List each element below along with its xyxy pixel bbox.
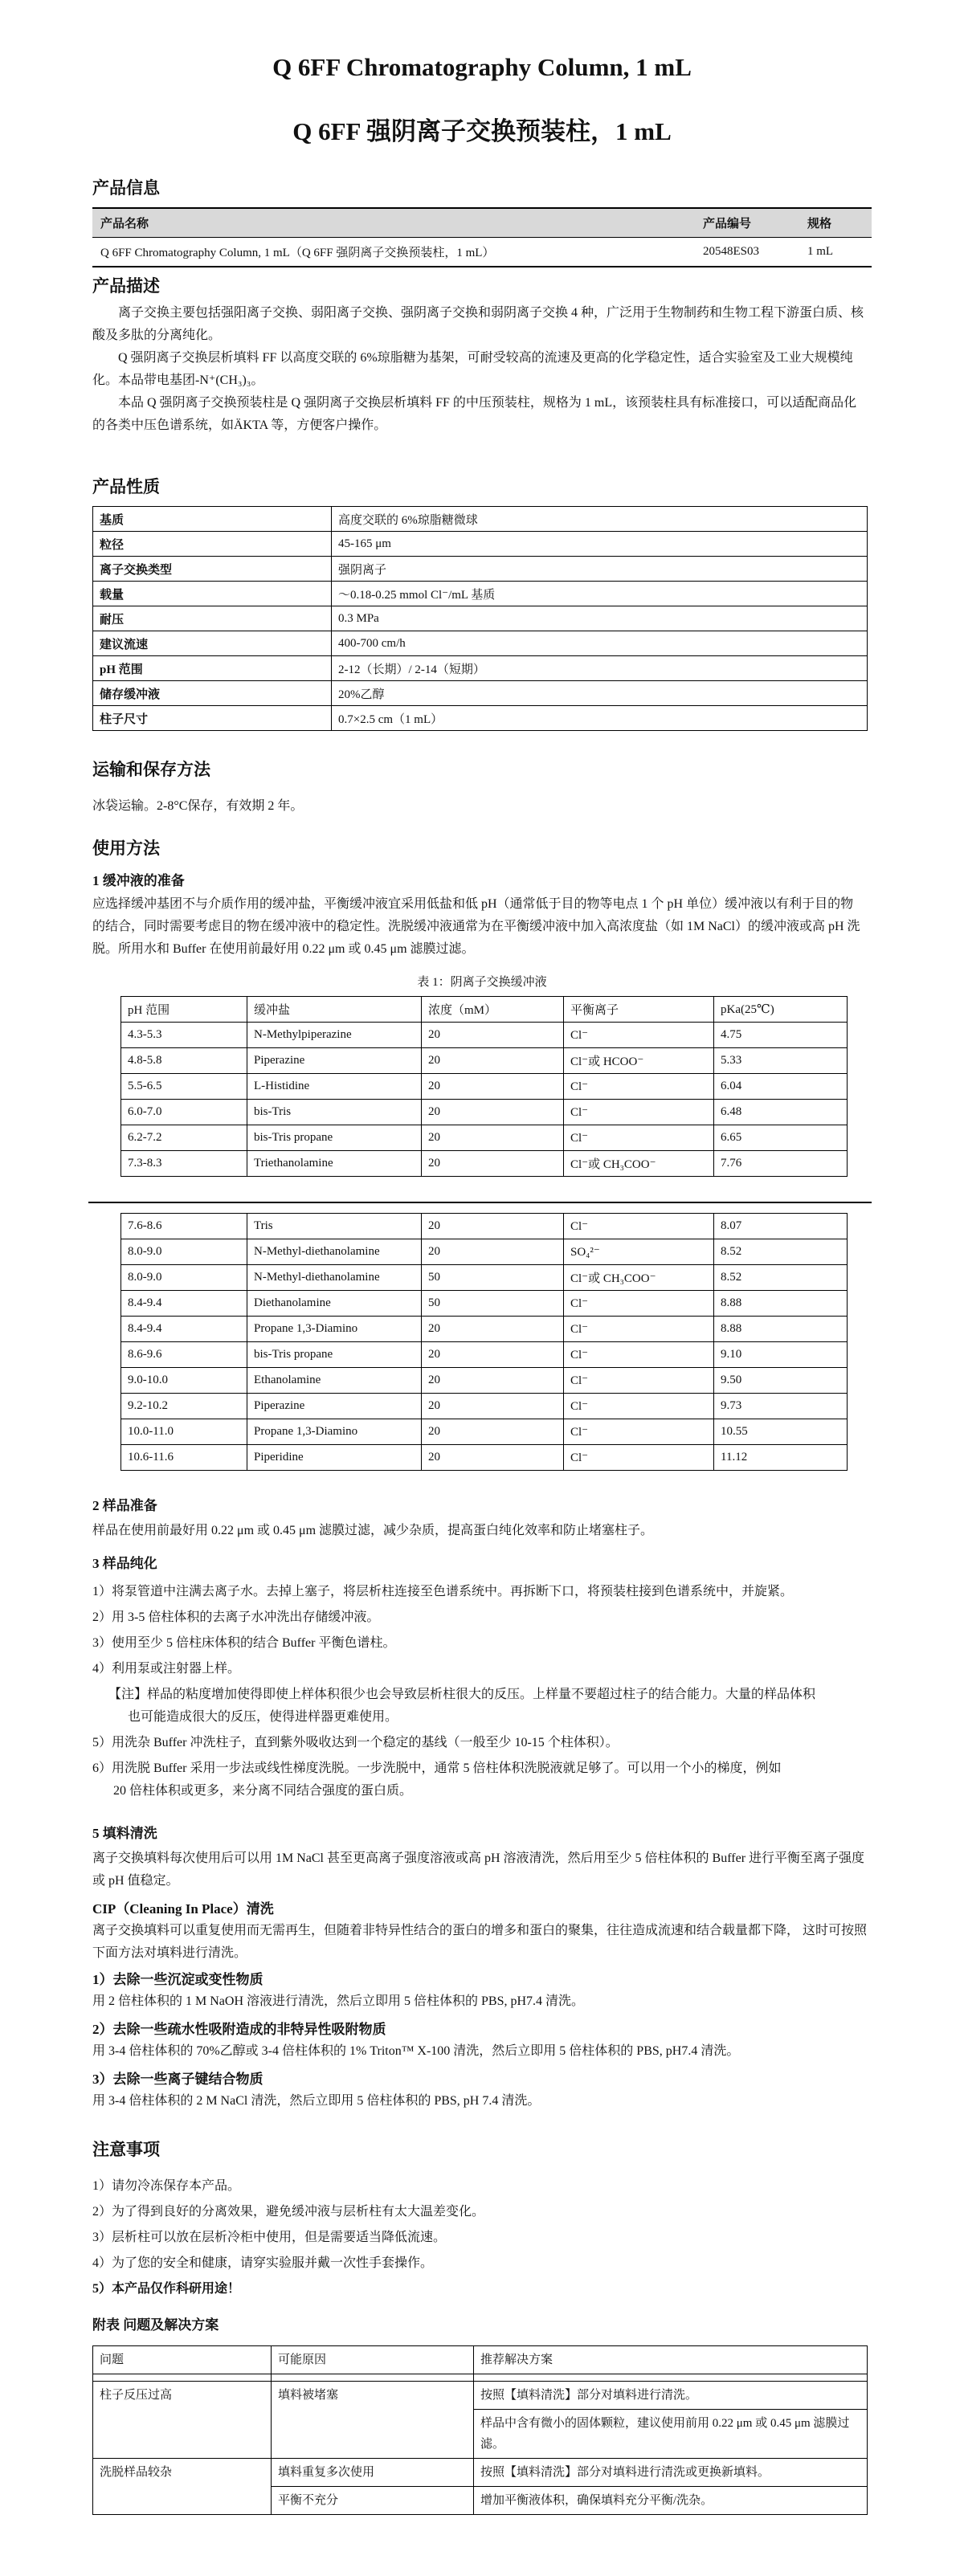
cip-step-3-heading: 3）去除一些离子键结合物质 [92,2072,263,2087]
list-item: 2）为了得到良好的分离效果，避免缓冲液与层析柱有太大温差变化。 [92,2205,485,2219]
table-row [121,1100,848,1125]
cleaning-text: 离子交换填料每次使用后可以用 1M NaCl 甚至更高离子强度溶液或高 pH 溶液清洗，然后用至少 5 倍柱体积的 Buffer 进行平衡至离子强度或 pH 值稳定。 [92,1851,865,1888]
cell-ph-range: 7.3-8.3 [121,1151,247,1177]
prop-value: 强阴离子 [332,557,868,582]
cell-ph-range: 9.2-10.2 [121,1394,247,1419]
section-heading-properties: 产品性质 [92,477,160,496]
troubleshooting-table [92,2345,868,2515]
cell-counter-ion: Cl⁻ [564,1291,714,1317]
cell-concentration: 20 [422,1151,564,1177]
cell-buffer-salt: N-Methylpiperazine [247,1023,422,1048]
properties-table [92,506,868,731]
cell-buffer-salt: bis-Tris propane [247,1125,422,1151]
cell-problem: 洗脱样品较杂 [93,2459,272,2515]
cell-buffer-salt: N-Methyl-diethanolamine [247,1239,422,1265]
cell-counter-ion: Cl⁻ [564,1394,714,1419]
cell-pka: 11.12 [714,1445,848,1471]
list-item: 6）用洗脱 Buffer 采用一步法或线性梯度洗脱。一步洗脱中，通常 5 倍柱体积洗脱液就足够了。可以用一个小的梯度，例如 [92,1762,782,1775]
table-row [121,1394,848,1419]
table-row [121,1074,848,1100]
table-row [93,557,868,582]
cell-product-code: 20548ES03 [695,238,799,267]
cell-ph-range: 6.2-7.2 [121,1125,247,1151]
section-heading-usage: 使用方法 [92,839,160,858]
cell-concentration: 20 [422,1100,564,1125]
cell-ph-range: 10.0-11.0 [121,1419,247,1445]
subsection-heading-buffer: 1 缓冲液的准备 [92,873,185,888]
cell-ph-range: 8.0-9.0 [121,1265,247,1291]
table-row [121,1023,848,1048]
subsection-heading-cleaning: 5 填料清洗 [92,1826,157,1841]
cell-ph-range: 8.6-9.6 [121,1342,247,1368]
cell-pka: 8.52 [714,1265,848,1291]
description-paragraph-3: 本品 Q 强阴离子交换预装柱是 Q 强阴离子交换层析填料 FF 的中压预装柱，规格为 1 mL，该预装柱具有标准接口，可以适配商品化的各类中压色谱系统，如ÄKTA 等，方便客户操作。 [92,396,857,432]
list-item: 1）请勿冷冻保存本产品。 [92,2179,241,2193]
description-paragraph-1: 离子交换主要包括强阳离子交换、弱阳离子交换、强阴离子交换和弱阴离子交换 4 种，广泛用于生物制药和生物工程下游蛋白质、核酸及多肽的分离纯化。 [92,306,864,342]
cell-ph-range: 9.0-10.0 [121,1368,247,1394]
cell-counter-ion: Cl⁻ [564,1419,714,1445]
prop-value: 0.3 MPa [332,606,868,631]
appendix-heading: 附表 问题及解决方案 [92,2317,219,2333]
header-concentration: 浓度（mM） [422,997,564,1023]
cell-solution: 按照【填料清洗】部分对填料进行清洗或更换新填料。 [474,2459,868,2487]
prop-key: pH 范围 [93,656,332,681]
prop-value: 0.7×2.5 cm（1 mL） [332,706,868,731]
cip-step-1-heading: 1）去除一些沉淀或变性物质 [92,1972,263,1987]
list-item: 4）为了您的安全和健康，请穿实验服并戴一次性手套操作。 [92,2256,434,2270]
header-spec: 规格 [799,208,872,238]
table-row [93,681,868,706]
table-row [93,532,868,557]
cell-concentration: 20 [422,1023,564,1048]
subsection-heading-sample-prep: 2 样品准备 [92,1498,157,1513]
prop-key: 建议流速 [93,631,332,656]
section-heading-storage: 运输和保存方法 [92,760,210,779]
header-cause: 可能原因 [272,2346,474,2374]
table-row [93,706,868,731]
table-row [121,1125,848,1151]
cell-ph-range: 8.0-9.0 [121,1239,247,1265]
cell-buffer-salt: Propane 1,3-Diamino [247,1317,422,1342]
prop-key: 储存缓冲液 [93,681,332,706]
cell-buffer-salt: Triethanolamine [247,1151,422,1177]
cell-spec: 1 mL [799,238,872,267]
notes-list [92,2175,864,2300]
list-item: 5）本产品仅作科研用途！ [92,2282,241,2296]
buffer-preparation-text: 应选择缓冲基团不与介质作用的缓冲盐，平衡缓冲液宜采用低盐和低 pH（通常低于目的物等电点 1 个 pH 单位）缓冲液以有利于目的物的结合，同时需要考虑目的物在缓冲液中的稳定性。洗脱缓冲液通常为在平衡缓冲液中加入高浓度盐（如 1M NaCl）的缓冲液或高 pH 洗脱。所用水和 Buffer 在使用前最好用 0.22 μm 或 0.45 μm 滤膜过滤。 [92,897,860,956]
cell-cause: 填料被堵塞 [272,2382,474,2459]
cell-counter-ion: Cl⁻ [564,1023,714,1048]
note-line: 也可能造成很大的反压，使得进样器更难使用。 [128,1710,398,1724]
cell-pka: 8.88 [714,1317,848,1342]
product-info-table [92,207,872,267]
cell-counter-ion: Cl⁻或 CH₃COO⁻ [564,1265,714,1291]
prop-key: 耐压 [93,606,332,631]
cell-cause: 填料重复多次使用 [272,2459,474,2487]
table-row [121,1317,848,1342]
table-row [121,1151,848,1177]
cell-concentration: 20 [422,1342,564,1368]
cell-pka: 9.73 [714,1394,848,1419]
list-item: 1）将泵管道中注满去离子水。去掉上塞子，将层析柱连接至色谱系统中。再拆断下口，将预装柱接到色谱系统中，并旋紧。 [92,1585,794,1598]
cell-concentration: 20 [422,1074,564,1100]
cell-problem: 柱子反压过高 [93,2382,272,2459]
table-row [121,1239,848,1265]
prop-value: 高度交联的 6%琼脂糖微球 [332,507,868,532]
cip-step-3-text: 用 3-4 倍柱体积的 2 M NaCl 清洗，然后立即用 5 倍柱体积的 PBS, pH 7.4 清洗。 [92,2094,541,2108]
cip-heading: CIP（Cleaning In Place）清洗 [92,1901,274,1917]
table-row [93,582,868,606]
table-row [121,1445,848,1471]
cell-pka: 8.52 [714,1239,848,1265]
cell-counter-ion: Cl⁻ [564,1317,714,1342]
purification-steps [92,1581,872,1802]
table-header-row [92,208,872,238]
section-heading-description: 产品描述 [92,276,160,296]
cell-solution: 按照【填料清洗】部分对填料进行清洗。 [474,2382,868,2410]
table-row [93,631,868,656]
header-problem: 问题 [93,2346,272,2374]
table-caption: 表 1：阴离子交换缓冲液 [417,976,547,989]
cell-buffer-salt: Piperazine [247,1048,422,1074]
cip-step-2-text: 用 3-4 倍柱体积的 70%乙醇或 3-4 倍柱体积的 1% Triton™ X-100 清洗，然后立即用 5 倍柱体积的 PBS, pH7.4 清洗。 [92,2044,740,2058]
cell-buffer-salt: Piperidine [247,1445,422,1471]
list-item-continuation: 20 倍柱体积或更多，来分离不同结合强度的蛋白质。 [113,1784,413,1798]
cell-ph-range: 7.6-8.6 [121,1214,247,1239]
table-row [93,656,868,681]
cell-pka: 8.88 [714,1291,848,1317]
cell-pka: 7.76 [714,1151,848,1177]
cell-concentration: 20 [422,1214,564,1239]
section-heading-product-info: 产品信息 [92,178,160,198]
cell-concentration: 20 [422,1125,564,1151]
table-row [121,1419,848,1445]
cell-counter-ion: Cl⁻ [564,1445,714,1471]
list-item: 4）利用泵或注射器上样。 [92,1662,241,1676]
list-item: 3）使用至少 5 倍柱床体积的结合 Buffer 平衡色谱柱。 [92,1636,396,1650]
table-row [121,1048,848,1074]
header-solution: 推荐解决方案 [474,2346,868,2374]
header-product-code: 产品编号 [695,208,799,238]
cell-concentration: 20 [422,1419,564,1445]
list-item: 2）用 3-5 倍柱体积的去离子水冲洗出存储缓冲液。 [92,1611,380,1624]
cell-pka: 8.07 [714,1214,848,1239]
cell-cause: 平衡不充分 [272,2487,474,2515]
cell-pka: 6.48 [714,1100,848,1125]
prop-value: 20%乙醇 [332,681,868,706]
header-ph-range: pH 范围 [121,997,247,1023]
cell-buffer-salt: Diethanolamine [247,1291,422,1317]
cell-ph-range: 10.6-11.6 [121,1445,247,1471]
cell-concentration: 20 [422,1368,564,1394]
header-pka: pKa(25℃) [714,997,848,1023]
cell-concentration: 20 [422,1394,564,1419]
table-row [93,2374,868,2382]
prop-key: 基质 [93,507,332,532]
cell-counter-ion: Cl⁻ [564,1125,714,1151]
cell-buffer-salt: N-Methyl-diethanolamine [247,1265,422,1291]
table-row [121,1291,848,1317]
cell-buffer-salt: bis-Tris [247,1100,422,1125]
table-row [93,2459,868,2487]
cell-counter-ion: Cl⁻ [564,1074,714,1100]
cell-pka: 9.50 [714,1368,848,1394]
cip-text: 离子交换填料可以重复使用而无需再生，但随着非特异性结合的蛋白的增多和蛋白的聚集，往往造成流速和结合载量都下降， 这时可按照下面方法对填料进行清洗。 [92,1924,868,1960]
cell-concentration: 20 [422,1239,564,1265]
cip-step-1-text: 用 2 倍柱体积的 1 M NaOH 溶液进行清洗，然后立即用 5 倍柱体积的 PBS, pH7.4 清洗。 [92,1994,585,2008]
table-row [93,606,868,631]
cell-solution: 增加平衡液体积，确保填料充分平衡/洗杂。 [474,2487,868,2515]
cell-buffer-salt: Tris [247,1214,422,1239]
prop-value: 45-165 μm [332,532,868,557]
cip-step-2-heading: 2）去除一些疏水性吸附造成的非特异性吸附物质 [92,2022,386,2037]
prop-key: 离子交换类型 [93,557,332,582]
prop-value: 400-700 cm/h [332,631,868,656]
cell-ph-range: 4.3-5.3 [121,1023,247,1048]
table-row [121,1265,848,1291]
cell-ph-range: 5.5-6.5 [121,1074,247,1100]
list-item: 5）用洗杂 Buffer 冲洗柱子，直到紫外吸收达到一个稳定的基线（一般至少 10-15 个柱体积）。 [92,1736,619,1749]
prop-key: 柱子尺寸 [93,706,332,731]
cell-buffer-salt: Piperazine [247,1394,422,1419]
cell-pka: 6.04 [714,1074,848,1100]
header-product-name: 产品名称 [92,208,695,238]
list-item: 3）层析柱可以放在层析冷柜中使用，但是需要适当降低流速。 [92,2231,447,2244]
table-row [121,1368,848,1394]
table-row [92,238,872,267]
table-header-row [121,997,848,1023]
prop-key: 载量 [93,582,332,606]
cell-solution: 样品中含有微小的固体颗粒，建议使用前用 0.22 μm 或 0.45 μm 滤膜过滤。 [474,2410,868,2459]
cell-pka: 10.55 [714,1419,848,1445]
cell-buffer-salt: L-Histidine [247,1074,422,1100]
buffer-table-part-2 [120,1213,848,1471]
cell-counter-ion: Cl⁻ [564,1368,714,1394]
cell-ph-range: 6.0-7.0 [121,1100,247,1125]
cell-counter-ion: SO₄²⁻ [564,1239,714,1265]
header-buffer-salt: 缓冲盐 [247,997,422,1023]
table-row [93,507,868,532]
cell-ph-range: 4.8-5.8 [121,1048,247,1074]
cell-concentration: 20 [422,1317,564,1342]
sample-prep-text: 样品在使用前最好用 0.22 μm 或 0.45 μm 滤膜过滤，减少杂质，提高蛋白纯化效率和防止堵塞柱子。 [92,1524,654,1537]
header-counter-ion: 平衡离子 [564,997,714,1023]
cell-counter-ion: Cl⁻ [564,1214,714,1239]
buffer-table-part-1 [120,996,848,1177]
section-heading-notes: 注意事项 [92,2140,160,2159]
cell-counter-ion: Cl⁻或 CH₃COO⁻ [564,1151,714,1177]
description-paragraph-2: Q 强阴离子交换层析填料 FF 以高度交联的 6%琼脂糖为基架，可耐受较高的流速及更高的化学稳定性，适合实验室及工业大规模纯化。本品带电基团-N⁺(CH₃)₃。 [92,351,853,387]
cell-concentration: 50 [422,1291,564,1317]
cell-ph-range: 8.4-9.4 [121,1291,247,1317]
cell-pka: 9.10 [714,1342,848,1368]
prop-key: 粒径 [93,532,332,557]
cell-concentration: 20 [422,1445,564,1471]
cell-buffer-salt: bis-Tris propane [247,1342,422,1368]
cell-counter-ion: Cl⁻ [564,1100,714,1125]
title-english: Q 6FF Chromatography Column, 1 mL [272,53,692,81]
cell-pka: 6.65 [714,1125,848,1151]
storage-text: 冰袋运输。2-8°C保存，有效期 2 年。 [92,799,304,813]
cell-ph-range: 8.4-9.4 [121,1317,247,1342]
prop-value: 2-12（长期）/ 2-14（短期） [332,656,868,681]
note-line: 【注】样品的粘度增加使得即使上样体积很少也会导致层析柱很大的反压。上样量不要超过柱子的结合能力。大量的样品体积 [108,1688,816,1701]
cell-buffer-salt: Propane 1,3-Diamino [247,1419,422,1445]
table-row [121,1214,848,1239]
cell-buffer-salt: Ethanolamine [247,1368,422,1394]
title-chinese: Q 6FF 强阴离子交换预装柱，1 mL [292,117,672,145]
cell-counter-ion: Cl⁻ [564,1342,714,1368]
subsection-heading-purification: 3 样品纯化 [92,1556,157,1571]
table-header-row [93,2346,868,2374]
cell-counter-ion: Cl⁻或 HCOO⁻ [564,1048,714,1074]
cell-pka: 4.75 [714,1023,848,1048]
prop-value: ～0.18-0.25 mmol Cl⁻/mL 基质 [332,582,868,606]
cell-pka: 5.33 [714,1048,848,1074]
cell-concentration: 50 [422,1265,564,1291]
cell-product-name: Q 6FF Chromatography Column, 1 mL（Q 6FF 强阴离子交换预装柱，1 mL） [92,238,695,267]
table-row [121,1342,848,1368]
page-break-divider [88,1202,872,1203]
cell-concentration: 20 [422,1048,564,1074]
table-row [93,2382,868,2410]
